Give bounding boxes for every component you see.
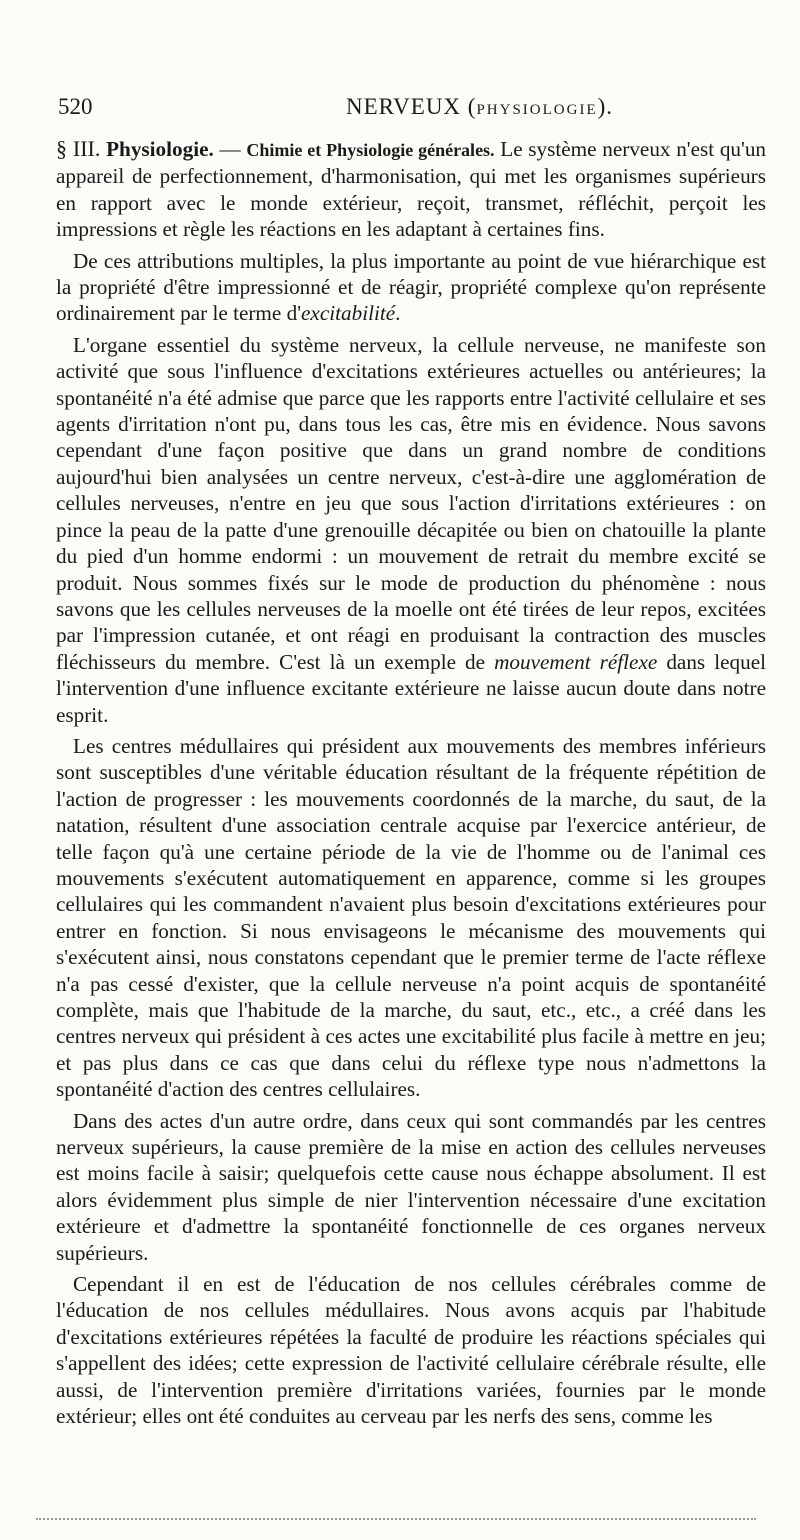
paragraph-2 (56, 248, 766, 327)
paragraph-6: Cependant il en est de l'éducation de nos cellules cérébrales comme de l'éducation de nos cellules médullaires. Nous avons acquis par l'habitude d'excitations extérieures répétées la faculté de produire les réactions spéciales qui s'appellent des idées; cette expression de l'activité cellulaire cérébrale résulte, elle aussi, de l'intervention première d'irritations variées, fournies par le monde extérieur; elles ont été conduites au cerveau par les nerfs des sens, comme les (56, 1272, 766, 1429)
page-header (56, 94, 766, 124)
paragraph-1 (56, 136, 766, 243)
section-heading: Physiologie. (106, 137, 214, 161)
paragraph-2-text: De ces attributions multiples, la plus importante au point de vue hiérarchique est la propriété d'être impressionné et de réagir, propriété complexe qu'on représente ordinairement par le terme d' (56, 248, 766, 326)
body-text (56, 136, 766, 1435)
section-dash: — (219, 137, 241, 161)
paragraph-3 (56, 332, 766, 728)
running-head-smallcaps: PHYSIOLOGIE (476, 102, 598, 118)
paragraph-5: Dans des actes d'un autre ordre, dans ceux qui sont commandés par les centres nerveux supérieurs, la cause première de la mise en action des cellules nerveuses est moins facile à saisir; quelquefois cette cause nous échappe absolument. Il est alors évidemment plus simple de nier l'intervention nécessaire d'une excitation extérieure et d'admettre la spontanéité fonctionnelle de ces organes nerveux supérieurs. (56, 1108, 766, 1265)
term-mouvement-reflexe: mouvement réflexe (494, 649, 658, 674)
running-head-end: ). (597, 94, 614, 119)
paragraph-3-text: L'organe essentiel du système nerveux, la cellule nerveuse, ne manifeste son activité que sous l'influence d'excitations extérieures actuelles ou antérieures; la spontanéité n'a été admise que parce que les rapports entre l'activité cellulaire et ses agents d'irritation n'ont pu, dans tous les cas, être mis en évidence. Nous savons cependant d'une façon positive que dans un grand nombre de conditions aujourd'hui bien analysées un centre nerveux, c'est-à-dire une agglomération de cellules nerveuses, n'entre en jeu que sous l'action d'irritations extérieures : on pince la peau de la patte d'une grenouille décapitée ou bien on chatouille la plante du pied d'un homme endormi : un mouvement de retrait du membre excité se produit. Nous sommes fixés sur le mode de production du phénomène : nous savons que les cellules nerveuses de la moelle ont été tirées de leur repos, excitées par l'impression cutanée, et ont réagi en produisant la contraction des muscles fléchisseurs du membre. C'est là un exemple de (56, 332, 766, 674)
page-number: 520 (58, 94, 93, 119)
paragraph-3-end: dans lequel l'intervention d'une influence excitante extérieure ne laisse aucun doute dans notre esprit. (56, 649, 766, 727)
paragraph-4: Les centres médullaires qui président aux mouvements des membres inférieurs sont susceptibles d'une véritable éducation résultant de la fréquente répétition de l'action de progresser : les mouvements coordonnés de la marche, du saut, de la natation, résultent d'une association centrale acquise par l'exercice antérieur, de telle façon qu'à une certaine période de la vie de l'homme ou de l'animal ces mouvements s'exécutent automatiquement en apparence, comme si les groupes cellulaires qui les commandent n'avaient plus besoin d'excitations extérieures pour entrer en fonction. Si nous envisageons le mécanisme des mouvements qui s'exécutent ainsi, nous constatons cependant que le premier terme de l'acte réflexe n'a pas cessé d'exister, que la cellule nerveuse n'a point acquis de spontanéité complète, mais que l'habitude de la marche, du saut, etc., etc., a créé dans les centres nerveux qui président à ces actes une excitabilité plus facile à mettre en jeu; et pas plus dans ce cas que dans celui du réflexe type nous n'admettons la spontanéité d'action des centres cellulaires. (56, 733, 766, 1102)
running-head-main: NERVEUX ( (346, 94, 477, 119)
paragraph-2-end: . (395, 301, 401, 326)
paragraph-1-text: Le système nerveux n'est qu'un appareil de perfectionnement, d'harmonisation, qui met les organismes supérieurs en rapport avec le monde extérieur, reçoit, transmet, réfléchit, perçoit les impressions et règle les réactions en les adaptant à certaines fins. (56, 137, 767, 242)
section-subheading: Chimie et Physiologie générales. (246, 140, 495, 160)
section-marker: § III. (56, 136, 101, 161)
running-head (346, 94, 613, 120)
footer-rule (36, 1518, 756, 1522)
term-excitabilite: excitabilité (301, 301, 396, 326)
